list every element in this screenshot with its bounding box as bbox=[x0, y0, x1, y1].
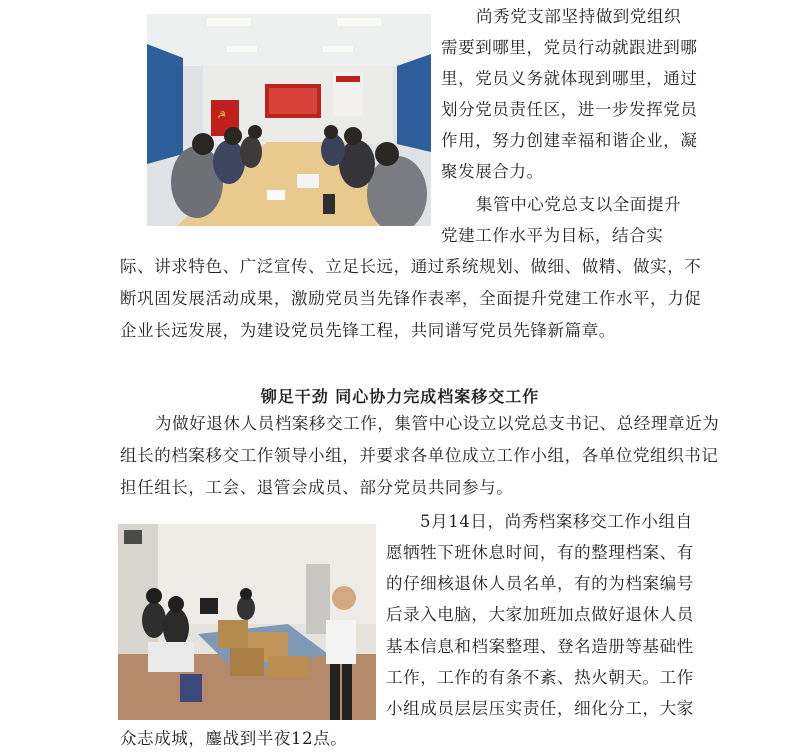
section-heading: 铆足干劲 同心协力完成档案移交工作 bbox=[260, 387, 540, 406]
meeting-photo bbox=[147, 14, 431, 226]
archive-work-photo bbox=[118, 524, 376, 720]
paragraph-line: 党建工作水平为目标，结合实 bbox=[441, 226, 664, 245]
paragraph-line: 5月14日，尚秀档案移交工作小组自 bbox=[420, 512, 693, 531]
paragraph-line: 为做好退休人员档案移交工作，集管中心设立以党总支书记、总经理章近为 bbox=[155, 414, 720, 433]
paragraph-line: 划分党员责任区，进一步发挥党员 bbox=[441, 100, 698, 119]
paragraph-line: 需要到哪里，党员行动就跟进到哪 bbox=[441, 38, 698, 57]
paragraph-line: 里，党员义务就体现到哪里，通过 bbox=[441, 69, 698, 88]
paragraph-line: 际、讲求特色、广泛宣传、立足长远，通过系统规划、做细、做精、做实，不 bbox=[120, 257, 702, 276]
paragraph-line: 愿牺牲下班休息时间，有的整理档案、有 bbox=[386, 543, 694, 562]
paragraph-line: 集管中心党总支以全面提升 bbox=[476, 195, 682, 214]
paragraph-line: 基本信息和档案整理、登名造册等基础性 bbox=[386, 637, 694, 656]
svg-text:☭: ☭ bbox=[217, 110, 226, 121]
paragraph-line: 作用，努力创建幸福和谐企业，凝 bbox=[441, 131, 698, 150]
paragraph-line: 担任组长，工会、退管会成员、部分党员共同参与。 bbox=[120, 478, 514, 497]
paragraph-line: 工作，工作的有条不紊、热火朝天。工作 bbox=[386, 668, 694, 687]
paragraph-line: 尚秀党支部坚持做到党组织 bbox=[476, 7, 682, 26]
paragraph-line: 的仔细核退休人员名单，有的为档案编号 bbox=[386, 574, 694, 593]
paragraph-line: 聚发展合力。 bbox=[441, 162, 544, 181]
paragraph-line: 小组成员层层压实责任，细化分工，大家 bbox=[386, 699, 694, 718]
paragraph-line: 众志成城，鏖战到半夜12点。 bbox=[120, 729, 348, 748]
paragraph-line: 断巩固发展活动成果，激励党员当先锋作表率，全面提升党建工作水平，力促 bbox=[120, 289, 702, 308]
paragraph-line: 组长的档案移交工作领导小组，并要求各单位成立工作小组，各单位党组织书记 bbox=[120, 446, 719, 465]
paragraph-line: 企业长远发展，为建设党员先锋工程，共同谱写党员先锋新篇章。 bbox=[120, 321, 616, 340]
paragraph-line: 后录入电脑，大家加班加点做好退休人员 bbox=[386, 605, 694, 624]
